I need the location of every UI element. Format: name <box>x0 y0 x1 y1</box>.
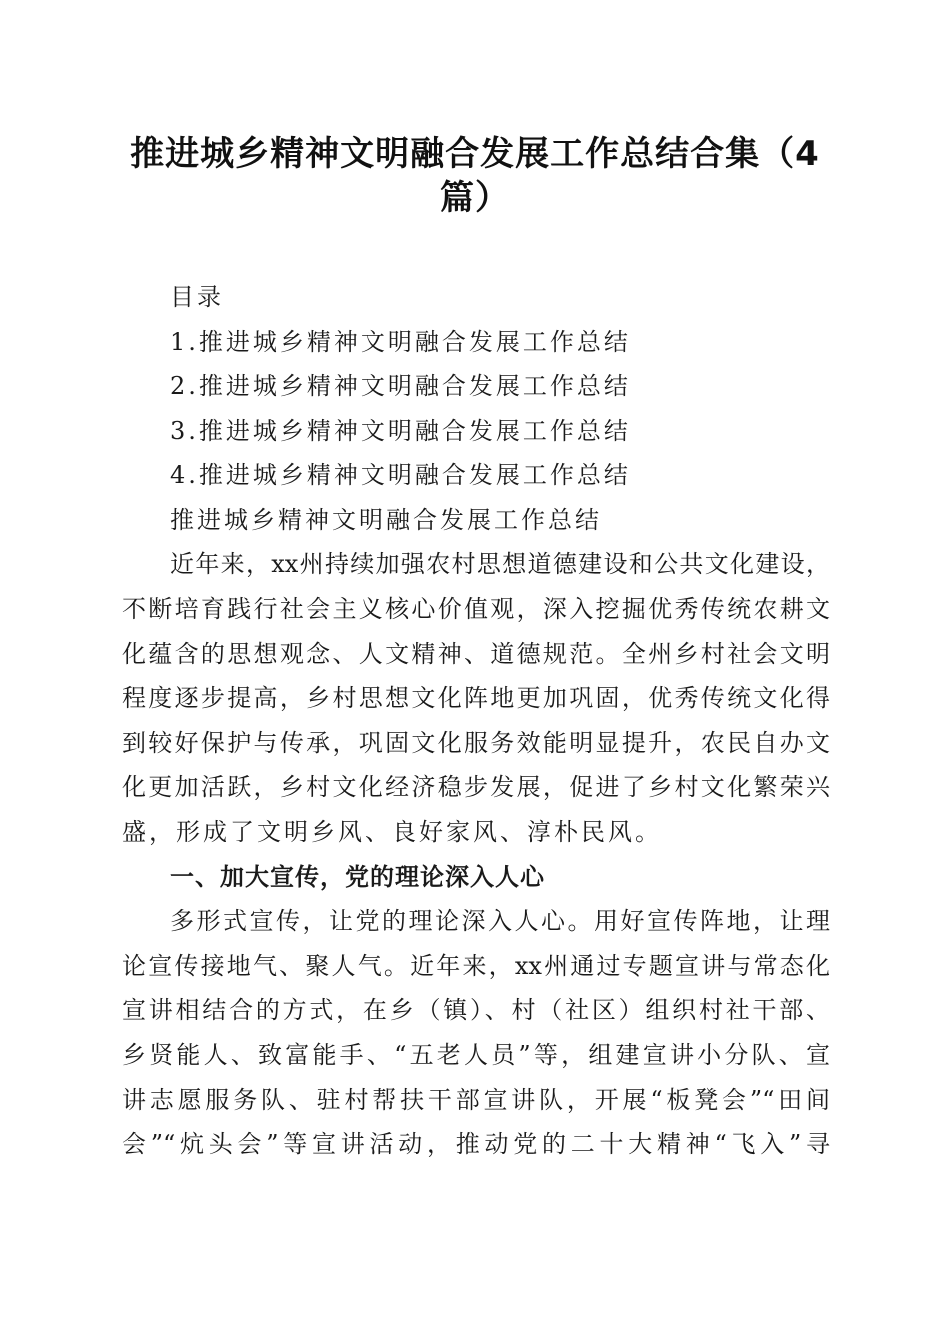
document-title-line-2: 篇） <box>440 178 510 218</box>
article-title: 推进城乡精神文明融合发展工作总结 <box>170 506 602 534</box>
section-1-line: 讲志愿服务队、驻村帮扶干部宣讲队，开展“板凳会”“田间 <box>122 1086 830 1114</box>
toc-item-1[interactable]: 1.推进城乡精神文明融合发展工作总结 <box>170 328 631 356</box>
intro-line: 近年来，xx州持续加强农村思想道德建设和公共文化建设， <box>170 550 830 578</box>
intro-line: 不断培育践行社会主义核心价值观，深入挖掘优秀传统农耕文 <box>122 595 830 623</box>
toc-heading: 目录 <box>170 283 224 311</box>
intro-line: 到较好保护与传承，巩固文化服务效能明显提升，农民自办文 <box>122 729 830 757</box>
section-1-line: 宣讲相结合的方式，在乡（镇）、村（社区）组织村社干部、 <box>122 996 830 1024</box>
document-title-line-1: 推进城乡精神文明融合发展工作总结合集（4 <box>130 134 820 174</box>
section-1-heading: 一、加大宣传，党的理论深入人心 <box>170 863 545 891</box>
section-1-line: 乡贤能人、致富能手、“五老人员”等，组建宣讲小分队、宣 <box>122 1041 830 1069</box>
toc-item-4[interactable]: 4.推进城乡精神文明融合发展工作总结 <box>170 461 631 489</box>
section-1-line: 论宣传接地气、聚人气。近年来，xx州通过专题宣讲与常态化 <box>122 952 830 980</box>
toc-item-3[interactable]: 3.推进城乡精神文明融合发展工作总结 <box>170 417 631 445</box>
intro-line: 化蕴含的思想观念、人文精神、道德规范。全州乡村社会文明 <box>122 640 830 668</box>
toc-item-2[interactable]: 2.推进城乡精神文明融合发展工作总结 <box>170 372 631 400</box>
intro-line: 盛，形成了文明乡风、良好家风、淳朴民风。 <box>122 818 662 846</box>
section-1-line: 会”“炕头会”等宣讲活动，推动党的二十大精神“飞入”寻 <box>122 1130 830 1158</box>
intro-line: 化更加活跃，乡村文化经济稳步发展，促进了乡村文化繁荣兴 <box>122 773 830 801</box>
section-1-line: 多形式宣传，让党的理论深入人心。用好宣传阵地，让理 <box>170 907 830 935</box>
intro-line: 程度逐步提高，乡村思想文化阵地更加巩固，优秀传统文化得 <box>122 684 830 712</box>
